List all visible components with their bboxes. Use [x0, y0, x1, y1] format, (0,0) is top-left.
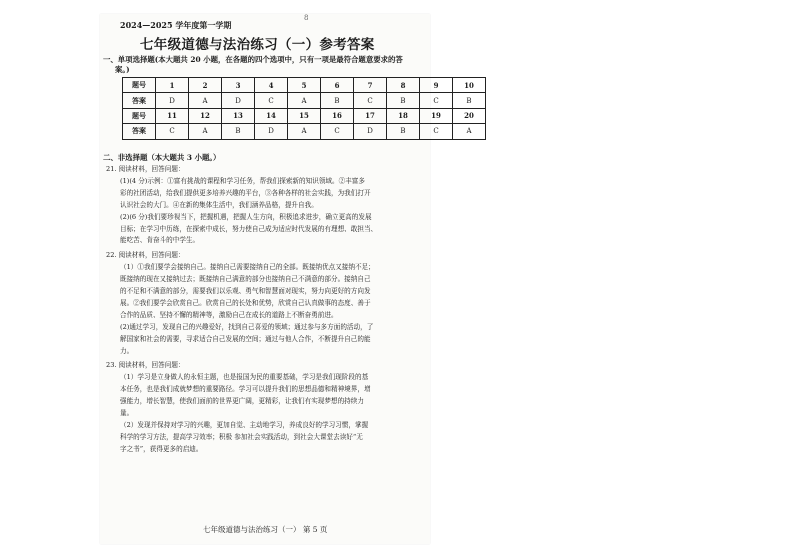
- answer-line: 力。: [120, 346, 134, 355]
- table-cell: 20: [453, 108, 486, 123]
- answer-table: [122, 77, 486, 140]
- table-cell: A: [189, 124, 222, 139]
- question-heading: 23. 阅读材料，回答问题：: [106, 361, 185, 370]
- table-row: [123, 108, 486, 123]
- page-title: 七年级道德与法治练习（一）参考答案: [140, 37, 375, 53]
- table-cell: C: [156, 124, 189, 139]
- table-cell: 2: [189, 78, 222, 93]
- table-cell: 5: [288, 78, 321, 93]
- answer-line: 合作的品质、坚持不懈的精神等，激励自己在成长的道路上不断奋勇前进。: [120, 310, 338, 319]
- answer-line: 的不足和不满意的部分，需要我们以乐观、勇气和智慧面对现实，努力向更好的方向发: [120, 287, 371, 295]
- table-cell: 16: [321, 108, 354, 123]
- table-cell: C: [420, 124, 453, 139]
- answer-line: 解国家和社会的需要，寻求适合自己发展的空间；通过与他人合作，不断提升自己的能: [120, 334, 371, 343]
- answer-line: 量。: [120, 409, 134, 417]
- question-heading: 21. 阅读材料，回答问题：: [106, 165, 185, 173]
- table-cell: 14: [255, 108, 288, 123]
- answer-line: 能吃苦、肯奋斗的中学生。: [120, 236, 200, 245]
- table-cell: C: [420, 93, 453, 108]
- answer-line: (1)(4 分)示例：①富有挑战的课程和学习任务，帮我们探索新的知识领域。②丰富多: [120, 176, 365, 185]
- answer-line: 字之书”，获得更多的启迪。: [120, 444, 203, 453]
- answer-line: （1）学习是立身做人的永恒主题，也是报国为民的重要基础，学习是我们现阶段的基: [120, 373, 369, 382]
- section1-heading: 一、单项选择题(本大题共 20 小题，在各题的四个选项中，只有一项是最符合题意要求的答: [103, 55, 403, 64]
- table-cell: 7: [354, 78, 387, 93]
- table-cell: 19: [420, 108, 453, 123]
- table-cell: 17: [354, 108, 387, 123]
- table-cell: 1: [156, 78, 189, 93]
- table-cell: B: [453, 93, 486, 108]
- table-cell: 13: [222, 108, 255, 123]
- table-cell: B: [321, 93, 354, 108]
- row-header-cell: 答案: [123, 93, 156, 108]
- answer-line: 强能力，增长智慧，使我们面前的世界更广阔，更精彩，让我们有实现梦想的持续力: [120, 397, 364, 406]
- answer-line: （2）发现并保持对学习的兴趣，更加自觉、主动地学习，养成良好的学习习惯，掌握: [120, 420, 369, 429]
- table-row: [123, 93, 486, 108]
- table-cell: 9: [420, 78, 453, 93]
- table-cell: 15: [288, 108, 321, 123]
- table-cell: D: [255, 124, 288, 139]
- answer-line: 彩的社团活动，给我们提供更多培养兴趣的平台，③各种各样的社会实践，为我们打开: [120, 188, 371, 197]
- answer-line: 本任务，也是我们成就梦想的重要路径。学习可以提升我们的思想品德和精神境界，增: [120, 385, 371, 394]
- answer-line: (2)(6 分)我们要珍视当下，把握机遇，把握人生方向，积极追求进步，确立更高的发展: [120, 212, 372, 221]
- page-footer: 七年级道德与法治练习（一） 第 5 页: [203, 525, 328, 534]
- table-row: [123, 124, 486, 139]
- table-cell: B: [387, 124, 420, 139]
- table-cell: 11: [156, 108, 189, 123]
- answer-line: 目标；在学习中历练，在探索中成长，努力使自己成为适应时代发展的有理想、敢担当、: [120, 224, 378, 233]
- table-cell: C: [255, 93, 288, 108]
- answer-line: 认识社会的大门。④在新的集体生活中，我们涵养品格，提升自我。: [120, 200, 318, 209]
- answer-line: (2)通过学习，发现自己的兴趣爱好，找到自己喜爱的领域；通过参与多方面的活动，了: [120, 322, 374, 331]
- question-heading: 22. 阅读材料，回答问题：: [106, 251, 185, 260]
- section1-heading-cont: 案。): [115, 65, 130, 74]
- answer-line: 展。②我们要学会欣赏自己。欣赏自己的长处和优势，欣赏自己认真做事的态度、善于: [120, 298, 371, 307]
- table-cell: C: [354, 93, 387, 108]
- row-header-cell: 题号: [123, 108, 156, 123]
- table-cell: 10: [453, 78, 486, 93]
- term-label: 2024—2025 学年度第一学期: [120, 20, 232, 30]
- table-cell: D: [354, 124, 387, 139]
- table-row: [123, 78, 486, 93]
- table-cell: 6: [321, 78, 354, 93]
- table-cell: A: [453, 124, 486, 139]
- answer-line: 科学的学习方法，提高学习效率；积极 参加社会实践活动，到社会大课堂去读好“无: [120, 432, 363, 441]
- table-cell: D: [222, 93, 255, 108]
- answer-line: 既接纳的现在又接纳过去；既接纳自己满意的部分也接纳自己不满意的部分。接纳自己: [120, 275, 371, 284]
- table-cell: 4: [255, 78, 288, 93]
- table-cell: 12: [189, 108, 222, 123]
- table-cell: B: [387, 93, 420, 108]
- table-cell: A: [288, 124, 321, 139]
- table-cell: C: [321, 124, 354, 139]
- answer-line: （1）①我们要学会接纳自己。接纳自己需要接纳自己的全部。既接纳优点又接纳不足；: [120, 263, 375, 272]
- corner-mark: 8: [304, 14, 309, 22]
- table-cell: 8: [387, 78, 420, 93]
- table-cell: A: [288, 93, 321, 108]
- section2-heading: 二、非选择题（本大题共 3 小题。）: [103, 153, 221, 162]
- table-cell: D: [156, 93, 189, 108]
- row-header-cell: 题号: [123, 78, 156, 93]
- row-header-cell: 答案: [123, 124, 156, 139]
- table-cell: A: [189, 93, 222, 108]
- table-cell: 3: [222, 78, 255, 93]
- table-cell: B: [222, 124, 255, 139]
- table-cell: 18: [387, 108, 420, 123]
